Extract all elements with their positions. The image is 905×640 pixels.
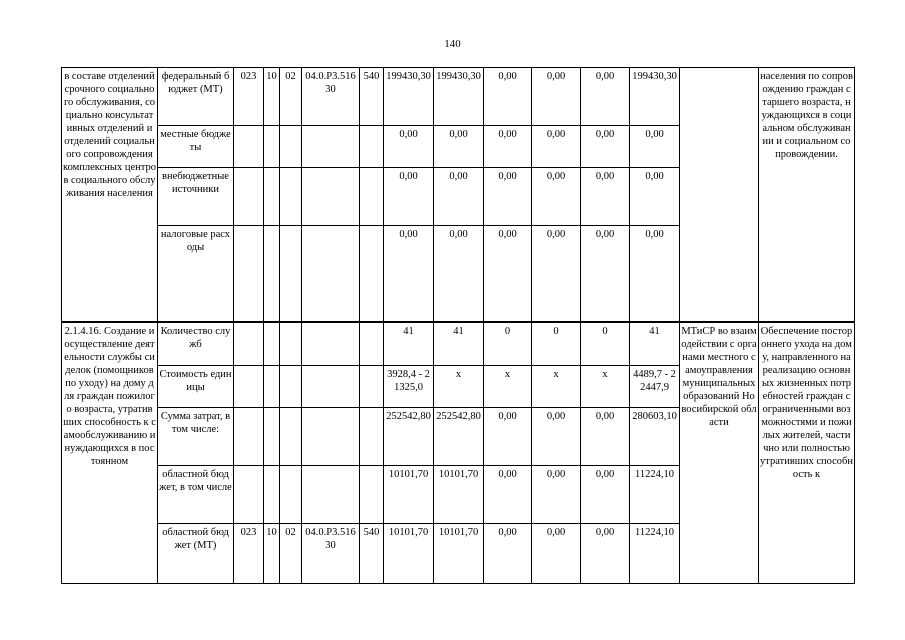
year5-cell: 11224,10 [630, 466, 680, 524]
pr-cell: 02 [280, 524, 302, 584]
year2-cell: 0,00 [484, 68, 532, 126]
year1-cell: 10101,70 [434, 524, 484, 584]
year2-cell: 0,00 [484, 466, 532, 524]
year3-cell: 0,00 [532, 68, 581, 126]
csr-cell [302, 466, 360, 524]
year5-cell: 280603,10 [630, 408, 680, 466]
year4-cell: 0,00 [581, 168, 630, 226]
total-cell: 41 [384, 322, 434, 366]
total-cell: 252542,80 [384, 408, 434, 466]
grbs-cell [234, 126, 264, 168]
year5-cell: 4489,7 - 22447,9 [630, 366, 680, 408]
year3-cell: 0,00 [532, 168, 581, 226]
year3-cell: 0,00 [532, 466, 581, 524]
source-cell: внебюджетные источники [158, 168, 234, 226]
source-cell: налоговые расходы [158, 226, 234, 322]
pr-cell [280, 226, 302, 322]
year4-cell: 0,00 [581, 226, 630, 322]
year4-cell: 0,00 [581, 126, 630, 168]
year1-cell: 41 [434, 322, 484, 366]
grbs-cell [234, 226, 264, 322]
executor-cell: МТиСР во взаимодействии с органами местного самоуправления муниципальных образований Новосибирской области [680, 322, 759, 584]
pr-cell [280, 126, 302, 168]
pr-cell [280, 366, 302, 408]
vr-cell: 540 [360, 524, 384, 584]
source-cell: федеральный бюджет (МТ) [158, 68, 234, 126]
pr-cell [280, 408, 302, 466]
year1-cell: 199430,30 [434, 68, 484, 126]
source-cell: областной бюджет (МТ) [158, 524, 234, 584]
year3-cell: 0,00 [532, 408, 581, 466]
year4-cell: 0,00 [581, 466, 630, 524]
csr-cell [302, 366, 360, 408]
source-cell: Количество служб [158, 322, 234, 366]
total-cell: 0,00 [384, 126, 434, 168]
rz-cell [264, 322, 280, 366]
year5-cell: 0,00 [630, 126, 680, 168]
grbs-cell: 023 [234, 68, 264, 126]
year2-cell: 0,00 [484, 524, 532, 584]
year4-cell: 0 [581, 322, 630, 366]
year5-cell: 0,00 [630, 226, 680, 322]
total-cell: 3928,4 - 21325,0 [384, 366, 434, 408]
csr-cell [302, 126, 360, 168]
csr-cell [302, 226, 360, 322]
year1-cell: х [434, 366, 484, 408]
csr-cell: 04.0.Р3.51630 [302, 524, 360, 584]
source-cell: Сумма затрат, в том числе: [158, 408, 234, 466]
vr-cell [360, 226, 384, 322]
vr-cell [360, 322, 384, 366]
result-cell: Обеспечение постороннего ухода на дому, направленного на реализацию основных жизненных потребностей граждан с ограниченными возможностями и пожилых жителей, частично или полностью утративших способность к [759, 322, 855, 584]
vr-cell: 540 [360, 68, 384, 126]
program-table [61, 67, 855, 584]
year5-cell: 199430,30 [630, 68, 680, 126]
rz-cell [264, 168, 280, 226]
year3-cell: 0,00 [532, 524, 581, 584]
pr-cell [280, 168, 302, 226]
year2-cell: 0,00 [484, 126, 532, 168]
source-cell: Стоимость единицы [158, 366, 234, 408]
rz-cell [264, 366, 280, 408]
source-cell: местные бюджеты [158, 126, 234, 168]
pr-cell [280, 322, 302, 366]
csr-cell: 04.0.Р3.51630 [302, 68, 360, 126]
year1-cell: 0,00 [434, 226, 484, 322]
year1-cell: 10101,70 [434, 466, 484, 524]
rz-cell: 10 [264, 524, 280, 584]
grbs-cell [234, 466, 264, 524]
year5-cell: 11224,10 [630, 524, 680, 584]
year1-cell: 252542,80 [434, 408, 484, 466]
year5-cell: 0,00 [630, 168, 680, 226]
rz-cell [264, 466, 280, 524]
year2-cell: х [484, 366, 532, 408]
year1-cell: 0,00 [434, 168, 484, 226]
year3-cell: 0 [532, 322, 581, 366]
csr-cell [302, 322, 360, 366]
result-cell: населения по сопровождению граждан старшего возраста, нуждающихся в социальном обслуживании и социальном сопровождении. [759, 68, 855, 322]
grbs-cell [234, 366, 264, 408]
vr-cell [360, 126, 384, 168]
grbs-cell [234, 168, 264, 226]
grbs-cell [234, 322, 264, 366]
year2-cell: 0,00 [484, 408, 532, 466]
pr-cell: 02 [280, 68, 302, 126]
executor-cell [680, 68, 759, 322]
grbs-cell: 023 [234, 524, 264, 584]
total-cell: 10101,70 [384, 524, 434, 584]
year3-cell: х [532, 366, 581, 408]
csr-cell [302, 168, 360, 226]
year4-cell: х [581, 366, 630, 408]
year2-cell: 0,00 [484, 226, 532, 322]
total-cell: 0,00 [384, 226, 434, 322]
total-cell: 199430,30 [384, 68, 434, 126]
year2-cell: 0,00 [484, 168, 532, 226]
vr-cell [360, 168, 384, 226]
table-row [62, 68, 855, 126]
vr-cell [360, 366, 384, 408]
rz-cell [264, 226, 280, 322]
grbs-cell [234, 408, 264, 466]
year5-cell: 41 [630, 322, 680, 366]
year3-cell: 0,00 [532, 126, 581, 168]
table-row [62, 322, 855, 366]
rz-cell [264, 408, 280, 466]
year3-cell: 0,00 [532, 226, 581, 322]
csr-cell [302, 408, 360, 466]
vr-cell [360, 466, 384, 524]
vr-cell [360, 408, 384, 466]
total-cell: 10101,70 [384, 466, 434, 524]
rz-cell [264, 126, 280, 168]
rz-cell: 10 [264, 68, 280, 126]
year1-cell: 0,00 [434, 126, 484, 168]
source-cell: областной бюджет, в том числе [158, 466, 234, 524]
description-cell: в составе отделений срочного социального обслуживания, социально консультативных отделений и отделений социального сопровождения комплексных центров социального обслуживания населения [62, 68, 158, 322]
year4-cell: 0,00 [581, 68, 630, 126]
description-cell: 2.1.4.16. Создание и осуществление деятельности службы сиделок (помощников по уходу) на дому для граждан пожилого возраста, утративших способность к самообслуживанию и нуждающихся в постоянном [62, 322, 158, 584]
year4-cell: 0,00 [581, 524, 630, 584]
year2-cell: 0 [484, 322, 532, 366]
pr-cell [280, 466, 302, 524]
total-cell: 0,00 [384, 168, 434, 226]
page-number: 140 [444, 38, 461, 50]
year4-cell: 0,00 [581, 408, 630, 466]
